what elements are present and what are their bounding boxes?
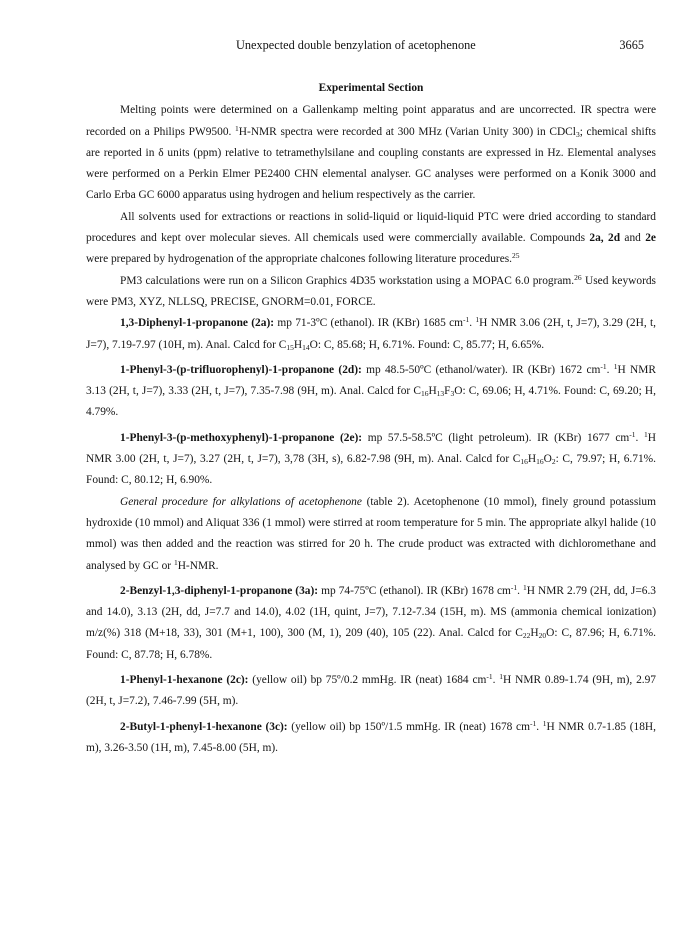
paragraph-instrumentation: Melting points were determined on a Gallenkamp melting point apparatus and are uncorrected. IR spectra were recorded on a Philips PW9500. $^1$H-NMR spectra were recorded at 300 MHz (Varian Unity 300) in CDCl$_3$; chemical shifts are reported in δ units (ppm) relative to tetramethylsilane and coupling constants are expressed in Hz. Elemental analyses were performed on a Perkin Elmer PE2400 CHN elemental analyser. GC analyses were performed on a Konik 3000 and Carlo Erba GC 6000 apparatus using hydrogen and helium respectively as the carrier. xyxy=(86,104,656,202)
reference-25: 25 xyxy=(512,251,520,261)
compound-2d: 1-Phenyl-3-(p-trifluorophenyl)-1-propanone (2d): mp 48.5-50ºC (ethanol/water). IR (KBr) 1672 $cm^{-1}$. $^1$H NMR 3.13 (2H, t, J=7), 3.33 (2H, t, J=7), 7.35-7.98 (9H, m). Anal. Calcd for $C_{16}H_{13}F_3O$: C, 69.06; H, 4.71%. Found: C, 69.20; H, 4.79%. xyxy=(86,361,656,419)
procedure-title: General procedure for alkylations of acetophenone xyxy=(120,495,362,508)
compound-name: 2-Butyl-1-phenyl-1-hexanone (3c): xyxy=(120,720,288,733)
compound-3c: 2-Butyl-1-phenyl-1-hexanone (3c): (yellow oil) bp 150º/1.5 mmHg. IR (neat) 1678 $cm^{-1}$. $^1$H NMR 0.7-1.85 (18H, m), 3.26-3.50 (1H, m), 7.45-8.00 (5H, m). xyxy=(86,718,656,754)
page-number: 3665 xyxy=(619,38,644,52)
general-procedure: General procedure for alkylations of acetophenone (table 2). Acetophenone (10 mmol), finely ground potassium hydroxide (10 mmol) and Aliquat 336 (1 mmol) were stirred at room temperature for 5 min. The appropriate alkyl halide (10 mmol) was then added and the reaction was stirred for 20 h. The crude product was extracted with dichloromethane and analysed by GC or $^1$H-NMR. xyxy=(86,495,656,572)
compound-2a: 1,3-Diphenyl-1-propanone (2a): mp 71-3ºC (ethanol). IR (KBr) 1685 $cm^{-1}$. $^1$H NMR 3.06 (2H, t, J=7), 3.29 (2H, t, J=7), 7.19-7.97 (10H, m). Anal. Calcd for $C_{15}H_{14}O$: C, 85.68; H, 6.71%. Found: C, 85.77; H, 6.65%. xyxy=(86,315,657,352)
compound-2e: 1-Phenyl-3-(p-methoxyphenyl)-1-propanone (2e): mp 57.5-58.5ºC (light petroleum). IR (KBr) 1677 $cm^{-1}$. $^1$H NMR 3.00 (2H, t, J=7), 3.27 (2H, t, J=7), 3,78 (3H, s), 6.82-7.98 (9H, m). Anal. Calcd for $C_{16}H_{16}O_2$: C, 79.97; H, 6.71%. Found: C, 80.12; H, 6.90%. xyxy=(86,429,657,487)
compound-2c: 1-Phenyl-1-hexanone (2c): (yellow oil) bp 75º/0.2 mmHg. IR (neat) 1684 $cm^{-1}$. $^1$H NMR 0.89-1.74 (9H, m), 2.97 (2H, t, J=7.2), 7.46-7.99 (5H, m). xyxy=(86,672,657,708)
running-head: Unexpected double benzylation of acetophenone xyxy=(236,38,476,52)
section-title: Experimental Section xyxy=(318,82,424,94)
paragraph-pm3: PM3 calculations were run on a Silicon Graphics 4D35 workstation using a MOPAC 6.0 program.$^{26}$ Used keywords were PM3, XYZ, NLLSQ, PRECISE, GNORM=0.01, FORCE. xyxy=(86,272,656,308)
reference-26: 26 xyxy=(574,272,582,282)
compound-name: 1,3-Diphenyl-1-propanone (2a): xyxy=(120,317,275,330)
paragraph-solvents: All solvents used for extractions or reactions in solid-liquid or liquid-liquid PTC were dried according to standard procedures and kept over molecular sieves. All chemicals used were commercially available. Compounds 2a, 2d and 2e were prepared by hydrogenation of the appropriate chalcones following literature procedures.$^{25}$ xyxy=(86,210,656,266)
compound-3a: 2-Benzyl-1,3-diphenyl-1-propanone (3a): mp 74-75ºC (ethanol). IR (KBr) 1678 $cm^{-1}$. $^1$H NMR 2.79 (2H, dd, J=6.3 and 14.0), 3.13 (2H, dd, J=7.7 and 14.0), 4.02 (1H, quint, J=7), 7.12-7.34 (15H, m). MS (ammonia chemical ionization) m/z(%) 318 (M+18, 33), 301 (M+1, 100), 300 (M, 1), 209 (40), 105 (22). Anal. Calcd for $C_{22}H_{20}O$: C, 87.96; H, 6.71%. Found: C, 87.78; H, 6.78%. xyxy=(86,582,656,661)
page-body xyxy=(86,78,656,759)
compound-name: 1-Phenyl-1-hexanone (2c): xyxy=(120,674,249,687)
compound-name: 1-Phenyl-3-(p-trifluorophenyl)-1-propanone (2d): xyxy=(120,363,362,376)
compound-name: 1-Phenyl-3-(p-methoxyphenyl)-1-propanone (2e): xyxy=(120,431,363,444)
compound-name: 2-Benzyl-1,3-diphenyl-1-propanone (3a): xyxy=(120,584,319,597)
